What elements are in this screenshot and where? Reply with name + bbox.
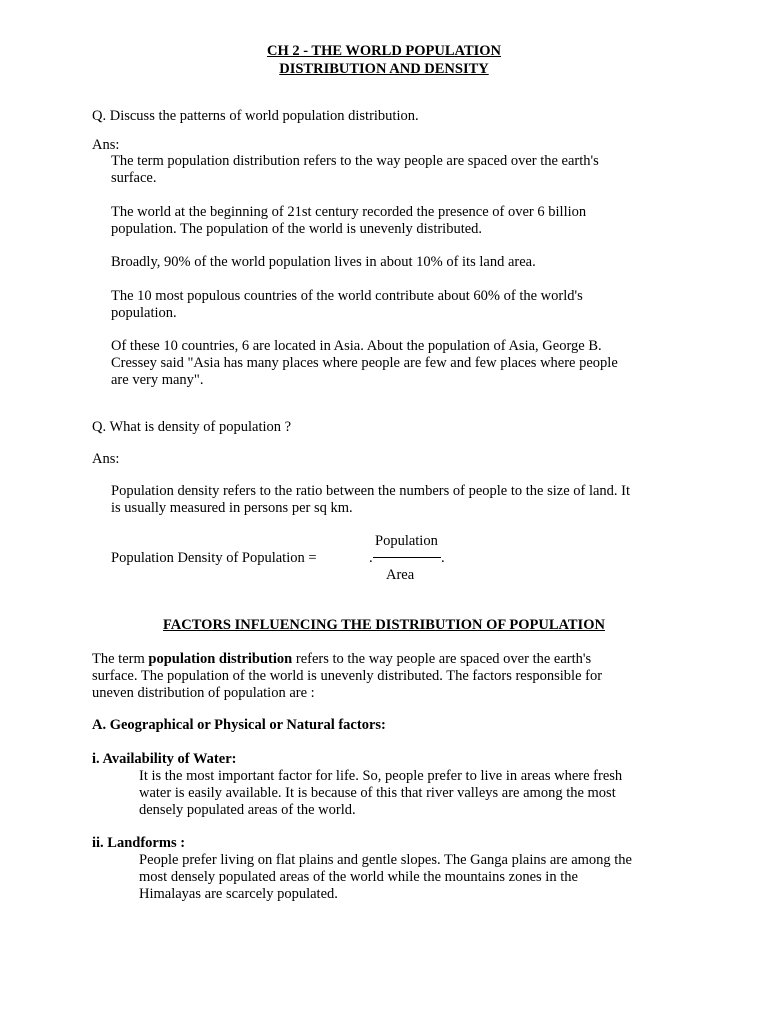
landforms-heading: ii. Landforms : <box>92 835 186 851</box>
formula-dot-right: . <box>441 550 445 566</box>
landforms-line-3: Himalayas are scarcely populated. <box>139 886 338 902</box>
page-title-line2: DISTRIBUTION AND DENSITY <box>279 61 489 77</box>
answer-1-paragraph-3: Broadly, 90% of the world population lives in about 10% of its land area. <box>111 254 536 270</box>
page-title-line1: CH 2 - THE WORLD POPULATION <box>266 43 502 59</box>
answer-1-paragraph-2-line-2: population. The population of the world is unevenly distributed. <box>111 221 483 237</box>
formula-numerator: Population <box>375 533 438 549</box>
factors-intro-line-2: surface. The population of the world is unevenly distributed. The factors responsible for <box>92 668 603 684</box>
answer-1-paragraph-4-line-2: population. <box>111 305 177 321</box>
answer-1-paragraph-5-line-3: are very many". <box>111 372 204 388</box>
answer-2-paragraph-line-2: is usually measured in persons per sq km. <box>111 500 353 516</box>
landforms-line-1: People prefer living on flat plains and gentle slopes. The Ganga plains are among the <box>139 852 632 868</box>
answer-1-paragraph-2-line-1: The world at the beginning of 21st century recorded the presence of over 6 billion <box>111 204 587 220</box>
question-2: Q. What is density of population ? <box>92 419 292 435</box>
answer-1-paragraph-1-line-1: The term population distribution refers to the way people are spaced over the earth's <box>111 153 599 169</box>
water-line-2: water is easily available. It is because of this that river valleys are among the most <box>139 785 616 801</box>
landforms-line-2: most densely populated areas of the world while the mountains zones in the <box>139 869 578 885</box>
water-line-3: densely populated areas of the world. <box>139 802 356 818</box>
question-1: Q. Discuss the patterns of world population distribution. <box>92 108 419 124</box>
water-line-1: It is the most important factor for life. So, people prefer to live in areas where fresh <box>139 768 623 784</box>
factors-intro-line-3: uneven distribution of population are : <box>92 685 315 701</box>
section-a-heading: A. Geographical or Physical or Natural factors: <box>92 717 386 733</box>
answer-1-label: Ans: <box>92 137 120 153</box>
answer-2-paragraph-line-1: Population density refers to the ratio between the numbers of people to the size of land. It <box>111 483 631 499</box>
factors-intro-pre: The term <box>92 651 149 667</box>
formula-label: Population Density of Population = <box>111 550 317 566</box>
answer-2-label: Ans: <box>92 451 120 467</box>
answer-1-paragraph-4-line-1: The 10 most populous countries of the world contribute about 60% of the world's <box>111 288 583 304</box>
formula-denominator: Area <box>386 567 415 583</box>
factors-heading: FACTORS INFLUENCING THE DISTRIBUTION OF POPULATION <box>163 617 605 633</box>
formula-dot-left: . <box>369 550 373 566</box>
factors-intro-line-1 <box>92 651 591 668</box>
answer-1-paragraph-1-line-2: surface. <box>111 170 157 186</box>
formula-fraction-line <box>373 557 441 558</box>
water-heading: i. Availability of Water: <box>92 751 237 767</box>
answer-1-paragraph-5-line-2: Cressey said "Asia has many places where people are few and few places where people <box>111 355 618 371</box>
answer-1-paragraph-5-line-1: Of these 10 countries, 6 are located in Asia. About the population of Asia, George B. <box>111 338 602 354</box>
factors-intro-post: refers to the way people are spaced over the earth's <box>292 651 592 667</box>
factors-intro-bold: population distribution <box>148 651 293 667</box>
